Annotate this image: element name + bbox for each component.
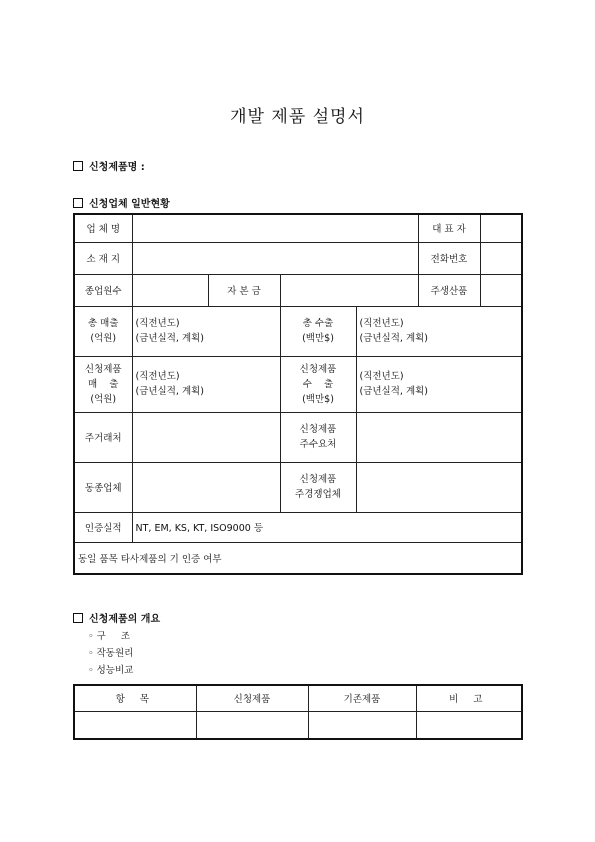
- label-unit: (억원): [90, 393, 117, 405]
- product-sales-value[interactable]: [132, 356, 280, 412]
- product-demand-value[interactable]: [356, 412, 522, 462]
- export-label: [280, 306, 356, 356]
- export-label-line: 총 수출: [302, 318, 334, 329]
- list-item: 작동원리: [96, 648, 134, 659]
- bullet-icon: ◦: [88, 648, 97, 659]
- overview-item-principle: [88, 645, 133, 659]
- prev-year-text: (직전년도): [359, 318, 404, 329]
- export-label-unit: (백만$): [302, 333, 334, 344]
- main-client-value[interactable]: [132, 412, 280, 462]
- this-year-text: (금년실적, 계획): [359, 386, 429, 397]
- label-line: 수 출: [302, 378, 334, 390]
- address-label: 소 재 지: [74, 242, 132, 274]
- label-line: 신청제품: [299, 474, 337, 485]
- sales-value[interactable]: [132, 306, 280, 356]
- checkbox-icon: [73, 613, 83, 623]
- label-unit: (백만$): [302, 393, 334, 405]
- company-name-label: 업 체 명: [74, 214, 132, 242]
- this-year-text: (금년실적, 계획): [135, 386, 205, 397]
- this-year-text: (금년실적, 계획): [359, 333, 429, 344]
- label-line: 신청제품: [84, 363, 122, 375]
- industry-value[interactable]: [132, 462, 280, 512]
- header-item: 항 목: [74, 685, 196, 711]
- company-name-value[interactable]: [132, 214, 418, 242]
- label-line: 주경쟁업체: [295, 489, 341, 500]
- cert-value[interactable]: NT, EM, KS, KT, ISO9000 등: [132, 512, 522, 542]
- company-status-table: [73, 213, 523, 575]
- product-demand-label: [280, 412, 356, 462]
- section-label: 신청제품의 개요: [89, 614, 161, 625]
- comparison-table: [73, 684, 523, 740]
- main-product-label: 주생산품: [418, 274, 480, 306]
- product-competitor-value[interactable]: [356, 462, 522, 512]
- header-applied-product: 신청제품: [196, 685, 308, 711]
- main-product-value[interactable]: [480, 274, 522, 306]
- sales-label-unit: (억원): [90, 333, 117, 344]
- checkbox-icon: [73, 161, 83, 171]
- overview-item-performance: [88, 662, 133, 676]
- bullet-icon: ◦: [88, 631, 97, 642]
- main-client-label: 주거래처: [74, 412, 132, 462]
- document-title: 개발 제품 설명서: [230, 107, 365, 127]
- ceo-value[interactable]: [480, 214, 522, 242]
- header-existing-product: 기존제품: [308, 685, 416, 711]
- sales-label: [74, 306, 132, 356]
- sales-label-line: 총 매출: [87, 318, 119, 329]
- overview-item-structure: [88, 628, 136, 642]
- bullet-icon: ◦: [88, 665, 97, 676]
- product-competitor-label: [280, 462, 356, 512]
- cert-label: 인증실적: [74, 512, 132, 542]
- table-cell[interactable]: [196, 711, 308, 739]
- product-export-label: [280, 356, 356, 412]
- industry-label: 동종업체: [74, 462, 132, 512]
- prev-year-text: (직전년도): [135, 318, 180, 329]
- employees-label: 종업원수: [74, 274, 132, 306]
- capital-label: 자 본 금: [208, 274, 280, 306]
- section-product-name: [73, 158, 145, 173]
- list-item: 구 조: [96, 631, 136, 642]
- phone-label: 전화번호: [418, 242, 480, 274]
- employees-value[interactable]: [132, 274, 208, 306]
- phone-value[interactable]: [480, 242, 522, 274]
- section-product-overview: [73, 610, 160, 625]
- table-cell[interactable]: [74, 711, 196, 739]
- address-value[interactable]: [132, 242, 418, 274]
- capital-value[interactable]: [280, 274, 418, 306]
- label-line: 매 출: [88, 378, 119, 390]
- list-item: 성능비교: [96, 665, 134, 676]
- export-value[interactable]: [356, 306, 522, 356]
- prev-year-text: (직전년도): [135, 371, 180, 382]
- section-label: 신청업체 일반현황: [89, 199, 170, 210]
- table-cell[interactable]: [308, 711, 416, 739]
- label-line: 주수요처: [299, 439, 337, 450]
- table-cell[interactable]: [416, 711, 522, 739]
- product-export-value[interactable]: [356, 356, 522, 412]
- header-remarks: 비 고: [416, 685, 522, 711]
- section-company-status: [73, 195, 170, 210]
- prev-year-text: (직전년도): [359, 371, 404, 382]
- same-item-cert-note[interactable]: 동일 품목 타사제품의 기 인증 여부: [74, 542, 522, 574]
- checkbox-icon: [73, 198, 83, 208]
- label-line: 신청제품: [299, 363, 337, 375]
- label-line: 신청제품: [299, 424, 337, 435]
- ceo-label: 대 표 자: [418, 214, 480, 242]
- product-sales-label: [74, 356, 132, 412]
- section-label: 신청제품명 :: [89, 162, 145, 173]
- this-year-text: (금년실적, 계획): [135, 333, 205, 344]
